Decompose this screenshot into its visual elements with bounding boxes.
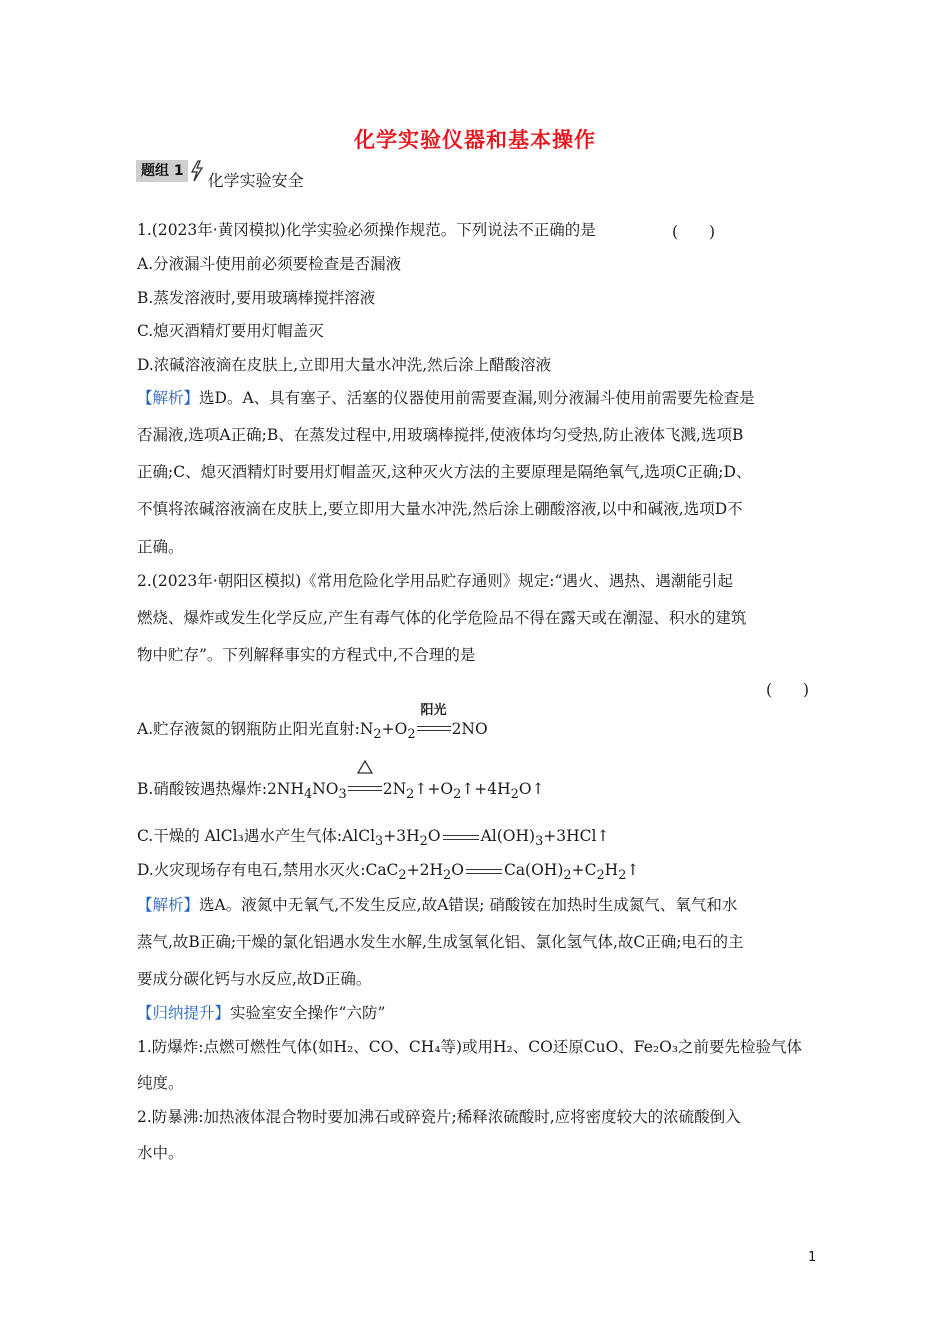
q2-option-a: A.贮存液氮的钢瓶防止阳光直射$:N_2+O_2$ 阳光 2NO bbox=[137, 703, 488, 743]
summary-title: 实验室安全操作“六防” bbox=[230, 1004, 386, 1022]
summary-point-2-line-2: 水中。 bbox=[137, 1144, 184, 1162]
summary-point-2-line-1: 2.防暴沸:加热液体混合物时要加沸石或碎瓷片;稀释浓硫酸时,应将密度较大的浓硫酸倒入 bbox=[137, 1108, 741, 1126]
question-group-header bbox=[136, 162, 304, 188]
q1-analysis-line-1 bbox=[137, 388, 755, 408]
equals-sign bbox=[443, 835, 479, 840]
q2-stem-line-3: 物中贮存”。下列解释事实的方程式中,不合理的是 bbox=[137, 646, 476, 664]
reaction-condition: 阳光 bbox=[420, 703, 447, 718]
q2-option-c: C.干燥的 AlCl₃遇水产生气体$:AlCl_3+3H_2O$ $Al(OH)_3+3HCl↑$ bbox=[137, 827, 610, 850]
summary-label: 【归纳提升】 bbox=[137, 1004, 231, 1022]
q2-analysis-line-3: 要成分碳化钙与水反应,故D正确。 bbox=[137, 970, 372, 988]
q1-answer-paren: ( ) bbox=[672, 223, 716, 241]
group-badge: 题组 1 bbox=[136, 160, 188, 182]
q2-option-b: B.硝酸铵遇热爆炸$:2NH_4NO_3$ $2N_2↑+O_2↑+4H_2O↑$ bbox=[137, 779, 545, 805]
q1-option-c: C.熄灭酒精灯要用灯帽盖灭 bbox=[137, 322, 324, 340]
analysis-label: 【解析】 bbox=[137, 389, 200, 407]
q1-analysis-line-5: 正确。 bbox=[137, 538, 184, 556]
heat-triangle-icon bbox=[357, 760, 373, 774]
reaction-arrow bbox=[348, 780, 382, 800]
option-text: D.火灾现场存有电石,禁用水灭火: bbox=[137, 861, 366, 879]
page-title: 化学实验仪器和基本操作 bbox=[354, 128, 596, 152]
q2-answer-paren: ( ) bbox=[766, 681, 810, 699]
analysis-label: 【解析】 bbox=[137, 896, 200, 914]
page-number: 1 bbox=[808, 1250, 817, 1265]
q1-option-d: D.浓碱溶液滴在皮肤上,立即用大量水冲洗,然后涂上醋酸溶液 bbox=[137, 356, 552, 374]
lightning-icon bbox=[189, 160, 205, 182]
q1-analysis-line-4: 不慎将浓碱溶液滴在皮肤上,要立即用大量水冲洗,然后涂上硼酸溶液,以中和碱液,选项D不 bbox=[137, 500, 743, 518]
q1-analysis-line-3: 正确;C、熄灭酒精灯时要用灯帽盖灭,这种灭火方法的主要原理是隔绝氧气,选项C正确;D、 bbox=[137, 463, 752, 481]
q1-analysis-line-2: 否漏液,选项A正确;B、在蒸发过程中,用玻璃棒搅拌,使液体均匀受热,防止液体飞溅,选项B bbox=[137, 426, 744, 444]
option-text: C.干燥的 AlCl₃遇水产生气体: bbox=[137, 827, 343, 845]
q2-option-d: D.火灾现场存有电石,禁用水灭火$:CaC_2+2H_2O$ $Ca(OH)_2+C_2H_2↑$ bbox=[137, 861, 640, 884]
q1-option-b: B.蒸发溶液时,要用玻璃棒搅拌溶液 bbox=[137, 289, 376, 307]
q2-stem-line-2: 燃烧、爆炸或发生化学反应,产生有毒气体的化学危险品不得在露天或在潮湿、积水的建筑 bbox=[137, 609, 747, 627]
summary-header bbox=[137, 1003, 385, 1023]
q2-stem-line-1: 2.(2023年·朝阳区模拟)《常用危险化学用品贮存通则》规定:“遇火、遇热、遇潮能引起 bbox=[137, 572, 733, 590]
summary-point-1-line-1: 1.防爆炸:点燃可燃性气体(如H₂、CO、CH₄等)或用H₂、CO还原CuO、Fe₂O₃之前要先检验气体 bbox=[137, 1038, 803, 1056]
group-title: 化学实验安全 bbox=[207, 170, 304, 190]
analysis-text: 选D。A、具有塞子、活塞的仪器使用前需要查漏,则分液漏斗使用前需要先检查是 bbox=[199, 389, 755, 407]
equals-sign bbox=[466, 869, 502, 874]
option-text: A.贮存液氮的钢瓶防止阳光直射: bbox=[137, 720, 360, 738]
option-text: B.硝酸铵遇热爆炸: bbox=[137, 780, 268, 798]
reaction-arrow bbox=[417, 703, 451, 740]
q1-option-a: A.分液漏斗使用前必须要检查是否漏液 bbox=[137, 255, 402, 273]
q2-analysis-line-2: 蒸气,故B正确;干燥的氯化铝遇水发生水解,生成氢氧化铝、氯化氢气体,故C正确;电石的主 bbox=[137, 933, 744, 951]
summary-point-1-line-2: 纯度。 bbox=[137, 1074, 184, 1092]
q1-stem: 1.(2023年·黄冈模拟)化学实验必须操作规范。下列说法不正确的是 bbox=[137, 221, 596, 239]
analysis-text: 选A。液氮中无氧气,不发生反应,故A错误; 硝酸铵在加热时生成氮气、氧气和水 bbox=[199, 896, 738, 914]
q2-analysis-line-1 bbox=[137, 895, 737, 915]
